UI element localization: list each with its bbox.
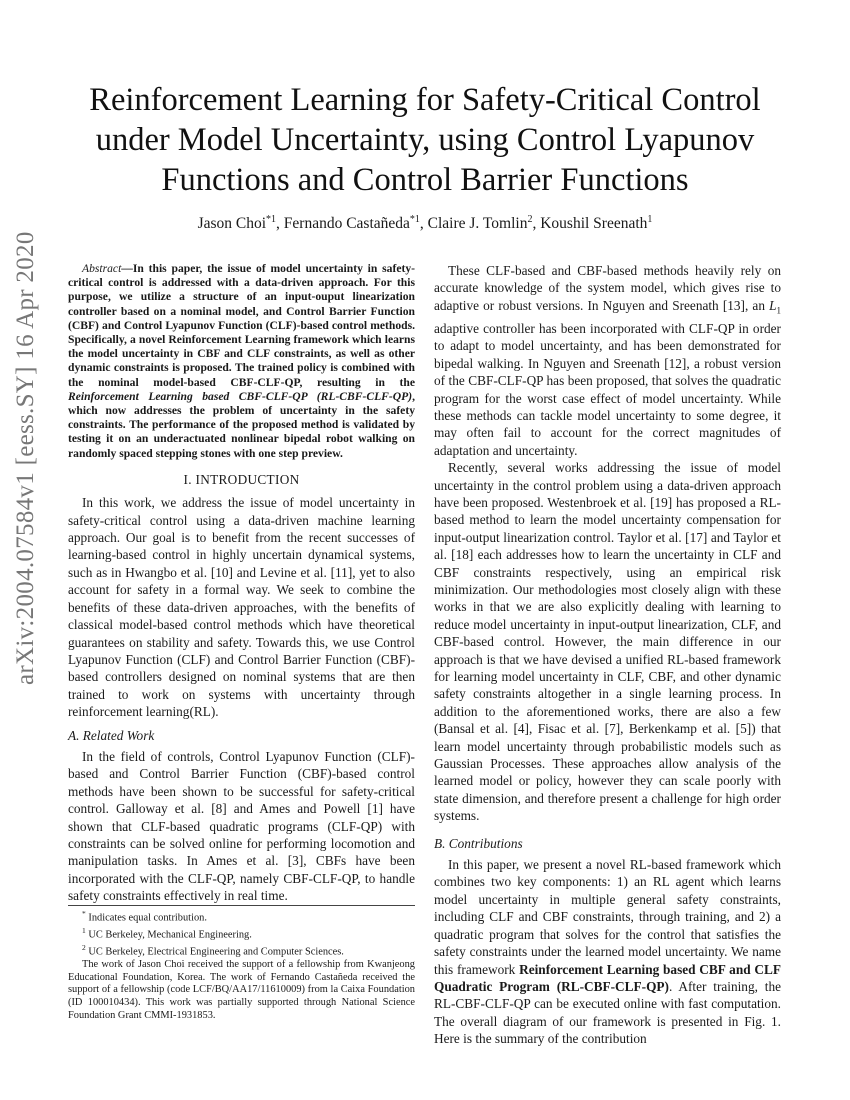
author-mark: 2 [527,214,533,225]
author-list [60,214,790,233]
related-work-paragraph: In the field of controls, Control Lyapunov Function (CLF)-based and Control Barrier Function (CBF)-based control methods have been shown to be successful for safety-critical control. Galloway et al. [8] and Ames and Powell [1] have shown that CLF-based quadratic programs (CLF-QP) with constraints can be solved online for performing locomotion and manipulation tasks. In Ames et al. [3], CBFs have been incorporated with the CLF-QP, namely CBF-CLF-QP, to handle safety constraints effectively in real time. [68,748,415,904]
paragraph-text: . After training, the RL-CBF-CLF-QP can be executed online with fast computation. The overall diagram of our framework is presented in Fig. 1. Here is the summary of the contribution [434,978,781,1047]
right-column [434,262,781,1048]
intro-paragraph: In this work, we address the issue of model uncertainty in safety-critical control using a data-driven machine learning approach. Our goal is to benefit from the recent successes of learning-based control in highly uncertain dynamical systems, such as in Hwangbo et al. [10] and Levine et al. [11], yet to also account for safety in a formal way. We seek to combine the benefits of these data-driven approaches, with the benefits of classical model-based control methods which have theoretical guarantees on stability and safety. Towards this, we use Control Lyapunov Function (CLF) and Control Barrier Function (CBF)-based controllers designed on nominal systems that are then trained to work on systems with uncertainty through reinforcement learning(RL). [68,495,415,720]
author-separator: , [419,215,428,233]
author-separator: , [276,215,284,233]
left-column [68,262,415,905]
paragraph-text: In this paper, we present a novel RL-based framework which combines two key components: 1) an RL agent which learns model uncertainty in multiple general safety constraints, including CLF and CBF constraints, through training, and 2) a quadratic program that solves for the control that satisfies the safety constraints under the learned model uncertainty. We name this framework [434,857,781,977]
math-subscript: 1 [776,305,781,316]
arxiv-identifier: arXiv:2004.07584v1 [eess.SY] 16 Apr 2020 [12,231,39,685]
footnote-text: UC Berkeley, Mechanical Engineering. [88,929,252,941]
math-symbol [769,297,781,316]
framework-name: Reinforcement Learning based CBF and CLF Quadratic Program (RL-CBF-CLF-QP) [434,961,781,994]
footnote-mark: 1 [82,926,86,936]
paragraph-text: These CLF-based and CBF-based methods heavily rely on accurate knowledge of the system model, which gives rise to adaptive or robust versions. In Nguyen and Sreenath [13], an [434,263,781,313]
footnote-funding: The work of Jason Choi received the support of a fellowship from Kwanjeong Educational Foundation, Korea. The work of Fernando Castañeda received the support of a fellowship (code LCF/BQ/AA17/11610009) from la Caixa Foundation (ID 100010434). This work was partially supported through National Science Foundation Grant CMMI-1931853. [68,959,415,1021]
abstract-dash: — [121,262,133,275]
author-name: Koushil Sreenath [540,215,648,233]
subsection-heading-contributions: B. Contributions [434,835,523,851]
contributions-paragraph [434,856,781,1047]
author-name: Claire J. Tomlin [427,215,528,233]
abstract-lead: Abstract [82,262,122,275]
author-name: Jason Choi [197,215,267,233]
section-heading-introduction [68,471,415,488]
abstract-text-1: In this paper, the issue of model uncertainty in safety-critical control is addressed with a data-driven approach. For this purpose, we utilize a structure of an input-ouput linearization controller based on a nominal model, and Control Barrier Function (CBF) and Control Lyapunov Function (CLF)-based control methods. Specifically, a novel Reinforcement Learning framework which learns the model uncertainty in CBF and CLF constraints, as well as other dynamic constraints is proposed. The trained policy is combined with the nominal model-based CBF-CLF-QP, resulting in the [68,262,415,389]
author-mark: 1 [647,214,653,225]
footnote-text: Indicates equal contribution. [88,912,207,924]
footnote-affiliation-2 [68,942,415,959]
paragraph-text: adaptive controller has been incorporated with CLF-QP in order to adapt to model uncertainty, and has been demonstrated for bipedal walking. In Nguyen and Sreenath [12], a robust version of the CBF-CLF-QP has been proposed, that solves the quadratic program for the worst case effect of model uncertainty. While these methods can tackle model uncertainty to some degree, it may often fail to account for the correct magnitudes of adaptation and uncertainty. [434,320,781,458]
subsection-heading-related-work: A. Related Work [68,727,155,743]
section-title-initial: I [195,471,201,487]
abstract-text-2: , which now addresses the problem of uncertainty in the safety constraints. The performance of the proposed method is validated by testing it on an underactuated nonlinear bipedal robot walking on randomly spaced stepping stones with one step preview. [68,389,415,460]
author-separator: , [532,215,541,233]
author-name: Fernando Castañeda [283,215,410,233]
footnote-equal-contribution [68,908,415,925]
footnotes [68,905,415,1022]
adaptive-methods-paragraph [434,262,781,459]
footnote-mark: 2 [82,943,86,953]
section-number: I. [183,471,196,487]
abstract [68,262,415,461]
paper-title: Reinforcement Learning for Safety-Critical Control under Model Uncertainty, using Control Lyapunov Functions and Control Barrier Functions [89,82,761,198]
author-mark: *1 [266,214,277,225]
abstract-method-name: Reinforcement Learning based CBF-CLF-QP (RL-CBF-CLF-QP) [68,389,413,403]
data-driven-works-paragraph: Recently, several works addressing the issue of model uncertainty in the control problem using a data-driven approach have been proposed. Westenbroek et al. [19] has proposed a RL-based method to learn the model uncertainty compensation for input-output linearization control. Taylor et al. [17] and Taylor et al. [18] each addresses how to learn the uncertainty in CLF and CBF constraints respectively, using an empirical risk minimization. Our methodologies most closely align with these works in that we are also explicitly dealing with learning to reduce model uncertainty in input-output linearization, CLF, and CBF-based control. However, the main difference in our approach is that we have devised a unified RL-based framework for learning model uncertainty in CLF, CBF, and other dynamic safety constraints altogether in a single learning process. In addition to the aforementioned works, there are also a few (Bansal et al. [4], Fisac et al. [7], Berkenkamp et al. [5]) that learn model uncertainty through probabilistic models such as Gaussian Processes. These approaches allow analysis of the learned model or policy, however they can scale poorly with state dimension, and therefore present a challenge for high order systems. [434,460,781,824]
footnote-text: UC Berkeley, Electrical Engineering and Computer Sciences. [88,946,344,958]
math-letter: L [769,297,777,313]
section-title-rest: NTRODUCTION [200,471,300,487]
author-mark: *1 [409,214,420,225]
footnote-affiliation-1 [68,925,415,942]
footnote-mark: * [82,909,86,918]
